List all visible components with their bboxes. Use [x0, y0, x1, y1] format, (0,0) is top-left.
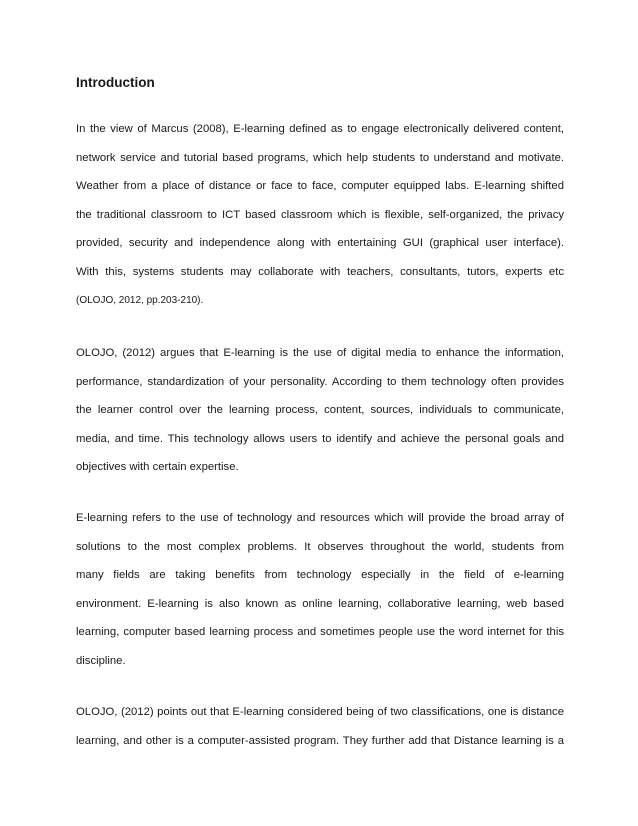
paragraph-4: [76, 703, 564, 760]
text-line: media, and time. This technology allows users to identify and achieve the personal goals and: [76, 432, 564, 445]
text-line: In the view of Marcus (2008), E-learning defined as to engage electronically delivered content,: [76, 123, 564, 135]
text-line: E-learning refers to the use of technology and resources which will provide the broad array of: [76, 512, 564, 524]
text-line: With this, systems students may collaborate with teachers, consultants, tutors, experts etc: [76, 265, 564, 278]
paragraph-2: [76, 344, 564, 487]
text-line: the learner control over the learning process, content, sources, individuals to communicate,: [76, 404, 564, 417]
text-line: provided, security and independence along with entertaining GUI (graphical user interface).: [76, 237, 564, 250]
text-line: performance, standardization of your personality. According to them technology often provides: [76, 375, 564, 388]
text-line: discipline.: [76, 654, 126, 667]
text-line: learning, computer based learning process and sometimes people use the word internet for this: [76, 626, 564, 639]
text-line: Weather from a place of distance or face to face, computer equipped labs. E-learning shifted: [76, 180, 564, 193]
text-line: solutions to the most complex problems. It observes throughout the world, students from: [76, 540, 564, 553]
text-line: network service and tutorial based programs, which help students to understand and motivate.: [76, 151, 564, 164]
paragraph-3: [76, 509, 564, 681]
text-line: environment. E-learning is also known as online learning, collaborative learning, web based: [76, 597, 564, 610]
text-line: objectives with certain expertise.: [76, 461, 239, 474]
text-line: OLOJO, (2012) points out that E-learning considered being of two classifications, one is distance: [76, 706, 564, 718]
text-line: learning, and other is a computer-assisted program. They further add that Distance learning is a: [76, 734, 564, 747]
text-line: the traditional classroom to ICT based classroom which is flexible, self-organized, the privacy: [76, 208, 564, 221]
text-line: (OLOJO, 2012, pp.203-210).: [76, 294, 204, 306]
text-line: many fields are taking benefits from technology especially in the field of e-learning: [76, 569, 564, 582]
text-line: OLOJO, (2012) argues that E-learning is the use of digital media to enhance the information,: [76, 347, 564, 359]
paragraph-1: [76, 120, 564, 320]
section-heading: Introduction: [76, 75, 155, 90]
